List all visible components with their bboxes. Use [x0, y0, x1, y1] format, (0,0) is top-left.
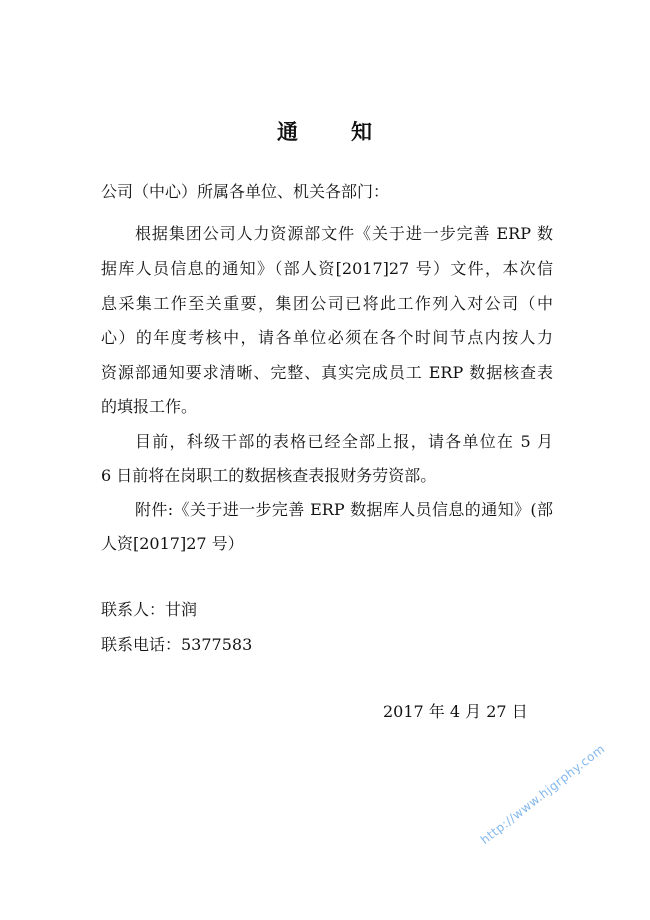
addressee-line: 公司（中心）所属各单位、机关各部门： — [101, 182, 390, 201]
para2-line-1: 目前，科级干部的表格已经全部上报，请各单位在 5 月 — [135, 432, 553, 451]
para2-line-2: 6 日前将在岗职工的数据核查表报财务劳资部。 — [101, 466, 437, 485]
para1-line-3: 息采集工作至关重要，集团公司已将此工作列入对公司（中 — [101, 294, 553, 313]
para1-line-1: 根据集团公司人力资源部文件《关于进一步完善 ERP 数 — [135, 224, 553, 243]
para1-line-2: 据库人员信息的通知》（部人资[2017]27 号）文件，本次信 — [101, 259, 553, 278]
title-char-2: 知 — [351, 120, 373, 144]
attachment-line-1: 附件:《关于进一步完善 ERP 数据库人员信息的通知》(部 — [135, 500, 553, 519]
para1-line-5: 资源部通知要求清晰、完整、真实完成员工 ERP 数据核查表 — [101, 363, 553, 382]
attachment-line-2: 人资[2017]27 号） — [101, 534, 244, 553]
para1-line-6: 的填报工作。 — [101, 397, 198, 416]
title-char-1: 通 — [277, 120, 299, 144]
contact-phone: 联系电话：5377583 — [101, 635, 253, 654]
document-title — [0, 116, 650, 146]
document-date: 2017 年 4 月 27 日 — [383, 702, 528, 721]
contact-person: 联系人：甘润 — [101, 600, 198, 619]
para1-line-4: 心）的年度考核中，请各单位必须在各个时间节点内按人力 — [101, 328, 553, 347]
site-watermark: http://www.hjgrphy.com — [478, 741, 608, 848]
